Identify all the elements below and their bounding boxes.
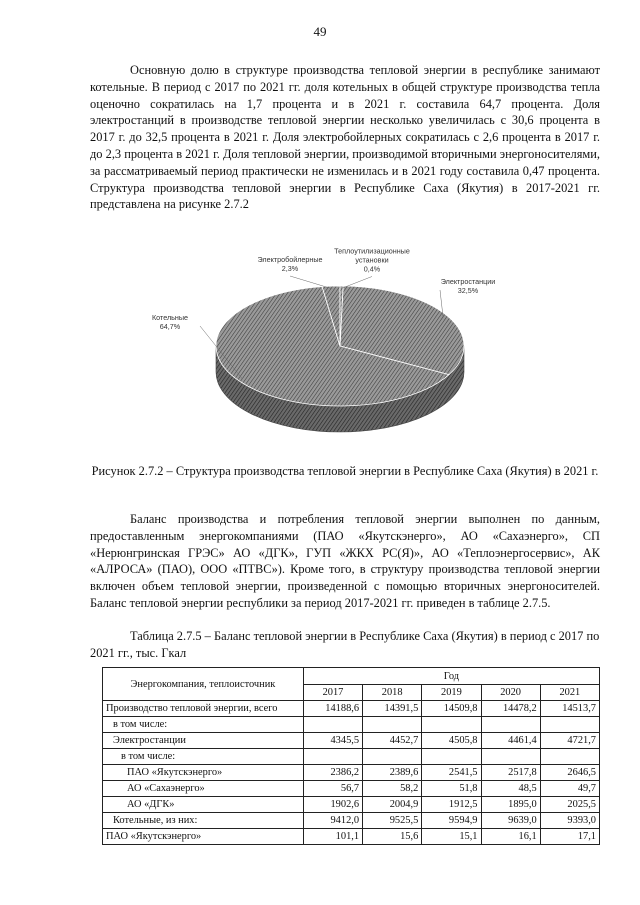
balance-paragraph: Баланс производства и потребления тепловой энергии выполнен по данным, предоставленным энергокомпаниями (ПАО «Якутскэнерго», АО «Сахаэнерго», СП «Нерюнгринская ГРЭС» АО «ДГК», ГУП «ЖКХ РС(Я)», АО «Теплоэнергосервис», АК «АЛРОСА» (ПАО), ООО «ПТВС»). Кроме того, в структуру производства тепловой энергии включен объем тепловой энергии, произведенной с помощью вторичных энергоносителей. Баланс тепловой энергии республики за период 2017-2021 гг. приведен в таблице 2.7.5. <box>90 512 600 610</box>
cell-value: 2004,9 <box>363 797 422 813</box>
table-row <box>103 797 600 813</box>
column-header-name: Энергокомпания, теплоисточник <box>103 668 304 701</box>
cell-value: 2646,5 <box>540 765 599 781</box>
table-row <box>103 829 600 845</box>
pie-category-label: Электробойлерные <box>257 255 323 264</box>
cell-value <box>363 749 422 765</box>
cell-value: 9639,0 <box>481 813 540 829</box>
year-header: 2017 <box>303 685 362 701</box>
cell-value <box>481 749 540 765</box>
cell-value: 1902,6 <box>303 797 362 813</box>
cell-value: 9525,5 <box>363 813 422 829</box>
year-header: 2019 <box>422 685 481 701</box>
pie-value-label: 2,3% <box>281 264 299 273</box>
cell-value: 2541,5 <box>422 765 481 781</box>
cell-value <box>422 749 481 765</box>
cell-value: 58,2 <box>363 781 422 797</box>
heat-balance-table <box>102 667 600 845</box>
cell-value: 14513,7 <box>540 701 599 717</box>
row-label: Котельные, из них: <box>103 813 304 829</box>
cell-value: 2389,6 <box>363 765 422 781</box>
cell-value: 2025,5 <box>540 797 599 813</box>
pie-category-label: Котельные <box>151 313 189 322</box>
row-label: АО «Сахаэнерго» <box>103 781 304 797</box>
pie-leader-line <box>290 276 331 289</box>
table-header-row <box>103 668 600 685</box>
cell-value <box>481 717 540 733</box>
cell-value: 1912,5 <box>422 797 481 813</box>
table-title: Таблица 2.7.5 – Баланс тепловой энергии в Республике Саха (Якутия) в период с 2017 по 2021 гг., тыс. Гкал <box>90 629 600 660</box>
cell-value: 14509,8 <box>422 701 481 717</box>
table-row <box>103 733 600 749</box>
year-header: 2020 <box>481 685 540 701</box>
cell-value: 48,5 <box>481 781 540 797</box>
page-number: 49 <box>313 24 327 39</box>
intro-paragraph: Основную долю в структуре производства тепловой энергии в республике занимают котельные. В период с 2017 по 2021 гг. доля котельных в общей структуре производства тепла оценочно сократилась на 1,7 процента и в 2021 г. составила 64,7 процента. Доля электростанций в производстве тепловой энергии несколько увеличилась с 30,6 процента в 2017 г. до 32,5 процента в 2021 г. Доля электробойлерных сократилась с 2,6 процента в 2017 г. до 2,3 процента в 2021 г. Доля тепловой энергии, производимой вторичными энергоносителями, за рассматриваемый период практически не изменилась и в 2021 году составила 0,47 процента. Структура производства тепловой энергии в Республике Саха (Якутия) в 2017-2021 гг. представлена на рисунке 2.7.2 <box>90 63 600 212</box>
table-row <box>103 701 600 717</box>
pie-category-label: Электростанции <box>440 277 496 286</box>
cell-value: 56,7 <box>303 781 362 797</box>
row-label: ПАО «Якутскэнерго» <box>103 765 304 781</box>
cell-value: 9412,0 <box>303 813 362 829</box>
table-row <box>103 781 600 797</box>
cell-value: 51,8 <box>422 781 481 797</box>
row-label: в том числе: <box>103 717 304 733</box>
cell-value: 15,6 <box>363 829 422 845</box>
row-label: Электростанции <box>103 733 304 749</box>
year-header: 2018 <box>363 685 422 701</box>
cell-value: 9393,0 <box>540 813 599 829</box>
cell-value: 4505,8 <box>422 733 481 749</box>
row-label: в том числе: <box>103 749 304 765</box>
row-label: ПАО «Якутскэнерго» <box>103 829 304 845</box>
cell-value: 2386,2 <box>303 765 362 781</box>
figure-caption: Рисунок 2.7.2 – Структура производства тепловой энергии в Республике Саха (Якутия) в 2021 г. <box>91 464 599 478</box>
pie-value-label: 32,5% <box>457 286 479 295</box>
row-label: Производство тепловой энергии, всего <box>103 701 304 717</box>
cell-value: 15,1 <box>422 829 481 845</box>
cell-value: 2517,8 <box>481 765 540 781</box>
cell-value: 9594,9 <box>422 813 481 829</box>
cell-value: 16,1 <box>481 829 540 845</box>
table-row <box>103 765 600 781</box>
pie-slices <box>216 286 464 406</box>
cell-value: 4452,7 <box>363 733 422 749</box>
row-label: АО «ДГК» <box>103 797 304 813</box>
pie-chart <box>150 238 530 450</box>
cell-value <box>303 717 362 733</box>
year-header: 2021 <box>540 685 599 701</box>
cell-value: 14188,6 <box>303 701 362 717</box>
pie-category-label: Теплоутилизационные <box>334 246 410 256</box>
cell-value: 4461,4 <box>481 733 540 749</box>
cell-value: 14478,2 <box>481 701 540 717</box>
table-body <box>103 701 600 845</box>
table-row <box>103 717 600 733</box>
cell-value <box>422 717 481 733</box>
cell-value: 17,1 <box>540 829 599 845</box>
cell-value: 4721,7 <box>540 733 599 749</box>
cell-value: 4345,5 <box>303 733 362 749</box>
pie-value-label: 64,7% <box>159 322 181 331</box>
cell-value <box>363 717 422 733</box>
cell-value <box>540 749 599 765</box>
column-header-year: Год <box>303 668 599 685</box>
cell-value: 14391,5 <box>363 701 422 717</box>
pie-category-label: установки <box>355 255 389 265</box>
cell-value <box>540 717 599 733</box>
cell-value: 49,7 <box>540 781 599 797</box>
cell-value: 101,1 <box>303 829 362 845</box>
table-row <box>103 813 600 829</box>
cell-value: 1895,0 <box>481 797 540 813</box>
cell-value <box>303 749 362 765</box>
table-row <box>103 749 600 765</box>
pie-value-label: 0,4% <box>363 264 381 274</box>
